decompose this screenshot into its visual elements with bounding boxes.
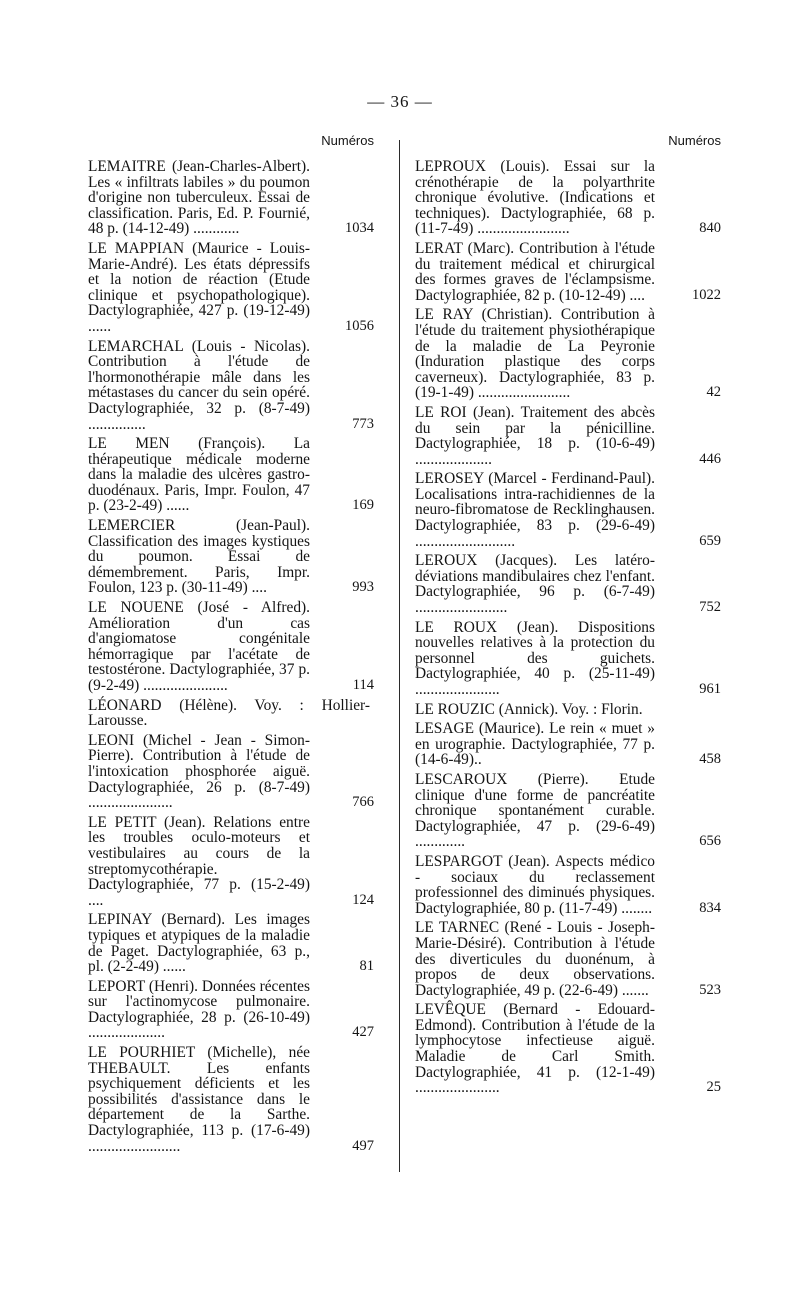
index-entry [88,731,374,812]
entry-text: LERAT (Marc). Contribution à l'étude du traitement médical et chirurgical des formes graves de l'éclampsisme. Dactylographiée, 82 p. (10-12-49) .... [415,239,655,304]
entry-text: LE RAY (Christian). Contribution à l'étude du traitement physiothérapique de la maladie de La Peyronie (Induration plastique des corps caverneux). Dactylographiée, 83 p. (19-1-49) ........................ [415,306,655,402]
entry-text: LEPROUX (Louis). Essai sur la crénothérapie de la polyarthrite chronique évolutive. (Indications et techniques). Dactylographiée, 68 p. (11-7-49) ........................ [415,158,655,238]
page-number: — 36 — [367,92,433,111]
index-entry-cross-reference [415,702,715,718]
index-entry [88,977,374,1042]
entry-number: 766 [352,794,374,811]
entry-text: LE POURHIET (Michelle), née THEBAULT. Les enfants psychiquement déficients et les possibilités d'assistance dans le département de la Sarthe. Dactylographiée, 113 p. (17-6-49) ........................ [88,1044,310,1155]
right-column [415,133,721,1100]
entry-number: 1034 [345,220,374,237]
index-entry [415,1001,721,1097]
index-entry-cross-reference [88,698,370,729]
entry-number: 114 [352,677,374,693]
entry-text: LEPORT (Henri). Données récentes sur l'actinomycose pulmonaire. Dactylographiée, 28 p. (26-10-49) .................... [88,977,310,1042]
entry-number: 993 [352,579,374,596]
entry-text: LE MEN (François). La thérapeutique médicale moderne dans la maladie des ulcères gastro-duodénaux. Paris, Impr. Foulon, 47 p. (23-2-49) ...... [88,435,310,515]
entry-text: LÉONARD (Hélène). Voy. : Hollier-Larousse. [88,696,370,730]
entry-number: 458 [699,751,721,768]
entry-text: LEROUX (Jacques). Les latéro-déviations mandibulaires chez l'enfant. Dactylographiée, 96 p. (6-7-49) ........................ [415,552,655,617]
entry-text: LE ROUZIC (Annick). Voy. : Florin. [415,700,643,718]
left-column [88,133,374,1158]
index-entry [415,403,721,468]
index-entry [88,239,374,335]
entry-text: LE TARNEC (René - Louis - Joseph-Marie-Désiré). Contribution à l'étude des diverticules du duonénum, à propos de deux observations. Dactylographiée, 49 p. (22-6-49) ....... [415,919,655,999]
entry-text: LESCAROUX (Pierre). Etude clinique d'une forme de pancréatite chronique spontanément curable. Dactylographiée, 47 p. (29-6-49) ............. [415,770,655,851]
entry-text: LEMARCHAL (Louis - Nicolas). Contribution à l'étude de l'hormonothérapie mâle dans les métastases du cancer du sein opéré. Dactylographiée, 32 p. (8-7-49) ............... [88,337,310,433]
index-entry [415,852,721,917]
index-entry [415,239,721,304]
entry-text: LEMERCIER (Jean-Paul). Classification des images kystiques du poumon. Essai de démembrement. Paris, Impr. Foulon, 123 p. (30-11-49) .... [88,517,310,597]
index-entry [88,435,374,515]
entry-number: 169 [352,497,374,514]
index-entry [88,517,374,597]
entry-number: 81 [359,958,374,975]
entry-text: LEPINAY (Bernard). Les images typiques et atypiques de la maladie de Paget. Dactylographiée, 63 p., pl. (2-2-49) ...... [88,911,310,976]
entry-text: LE ROI (Jean). Traitement des abcès du sein par la pénicilline. Dactylographiée, 18 p. (10-6-49) .................... [415,403,655,468]
entry-number: 497 [352,1137,374,1154]
index-entry [88,599,374,694]
index-entry [415,470,721,550]
entry-text: LEONI (Michel - Jean - Simon-Pierre). Contribution à l'étude de l'intoxication phosphorée aiguë. Dactylographiée, 26 p. (8-7-49) ...................... [88,731,310,812]
index-entry [415,158,721,238]
entry-number: 961 [699,681,721,697]
entry-number: 25 [706,1079,721,1096]
entry-text: LEROSEY (Marcel - Ferdinand-Paul). Localisations intra-rachidiennes de la neuro-fibromatose de Recklinghausen. Dactylographiée, 83 p. (29-6-49) .......................... [415,470,655,550]
entry-number: 773 [352,415,374,432]
entry-number: 446 [699,450,721,467]
entry-number: 1056 [345,317,374,334]
entry-text: LE MAPPIAN (Maurice - Louis-Marie-André). Les états dépressifs et la notion de réaction (Etude clinique et psychopathologique). Dactylographiée, 427 p. (19-12-49) ...... [88,239,310,335]
index-entry [415,919,721,999]
entry-number: 124 [352,891,374,908]
index-entry [88,813,374,909]
index-entry [415,552,721,617]
column-header-numeros: Numéros [321,133,374,148]
entry-text: LE ROUX (Jean). Dispositions nouvelles relatives à la protection du personnel des guichets. Dactylographiée, 40 p. (25-11-49) ...................... [415,618,655,698]
entry-text: LEMAITRE (Jean-Charles-Albert). Les « infiltrats labiles » du poumon d'origine non tuberculeux. Essai de classification. Paris, Ed. P. Fournié, 48 p. (14-12-49) ............ [88,158,310,238]
entry-number: 840 [699,220,721,237]
column-header-numeros: Numéros [668,133,721,148]
entry-text: LE PETIT (Jean). Relations entre les troubles oculo-moteurs et vestibulaires au cours de la streptomycothérapie. Dactylographiée, 77 p. (15-2-49) .... [88,813,310,909]
index-entry [415,720,721,769]
index-entry [88,337,374,433]
entry-number: 752 [699,599,721,616]
index-entry [415,306,721,402]
column-divider [399,140,400,1172]
entry-text: LE NOUENE (José - Alfred). Amélioration d'un cas d'angiomatose congénitale hémorragique par l'acétate de testostérone. Dactylographiée, 37 p. (9-2-49) ...................... [88,599,310,694]
entry-number: 659 [699,532,721,549]
index-entry [88,158,374,238]
index-entry [88,911,374,976]
entry-number: 42 [706,384,721,401]
entry-number: 427 [352,1024,374,1041]
index-entry [415,618,721,698]
entry-text: LESPARGOT (Jean). Aspects médico - sociaux du reclassement professionnel des diminués physiques. Dactylographiée, 80 p. (11-7-49) ........ [415,852,655,917]
index-entry [88,1044,374,1155]
index-entry [415,770,721,851]
entry-text: LEVÊQUE (Bernard - Edouard-Edmond). Contribution à l'étude de la lymphocytose infectieuse aiguë. Maladie de Carl Smith. Dactylographiée, 41 p. (12-1-49) ...................... [415,1001,655,1097]
entry-text: LESAGE (Maurice). Le rein « muet » en urographie. Dactylographiée, 77 p. (14-6-49).. [415,720,655,769]
entry-number: 1022 [692,286,721,303]
entry-number: 656 [699,833,721,850]
entry-number: 834 [699,899,721,916]
entry-number: 523 [699,981,721,998]
